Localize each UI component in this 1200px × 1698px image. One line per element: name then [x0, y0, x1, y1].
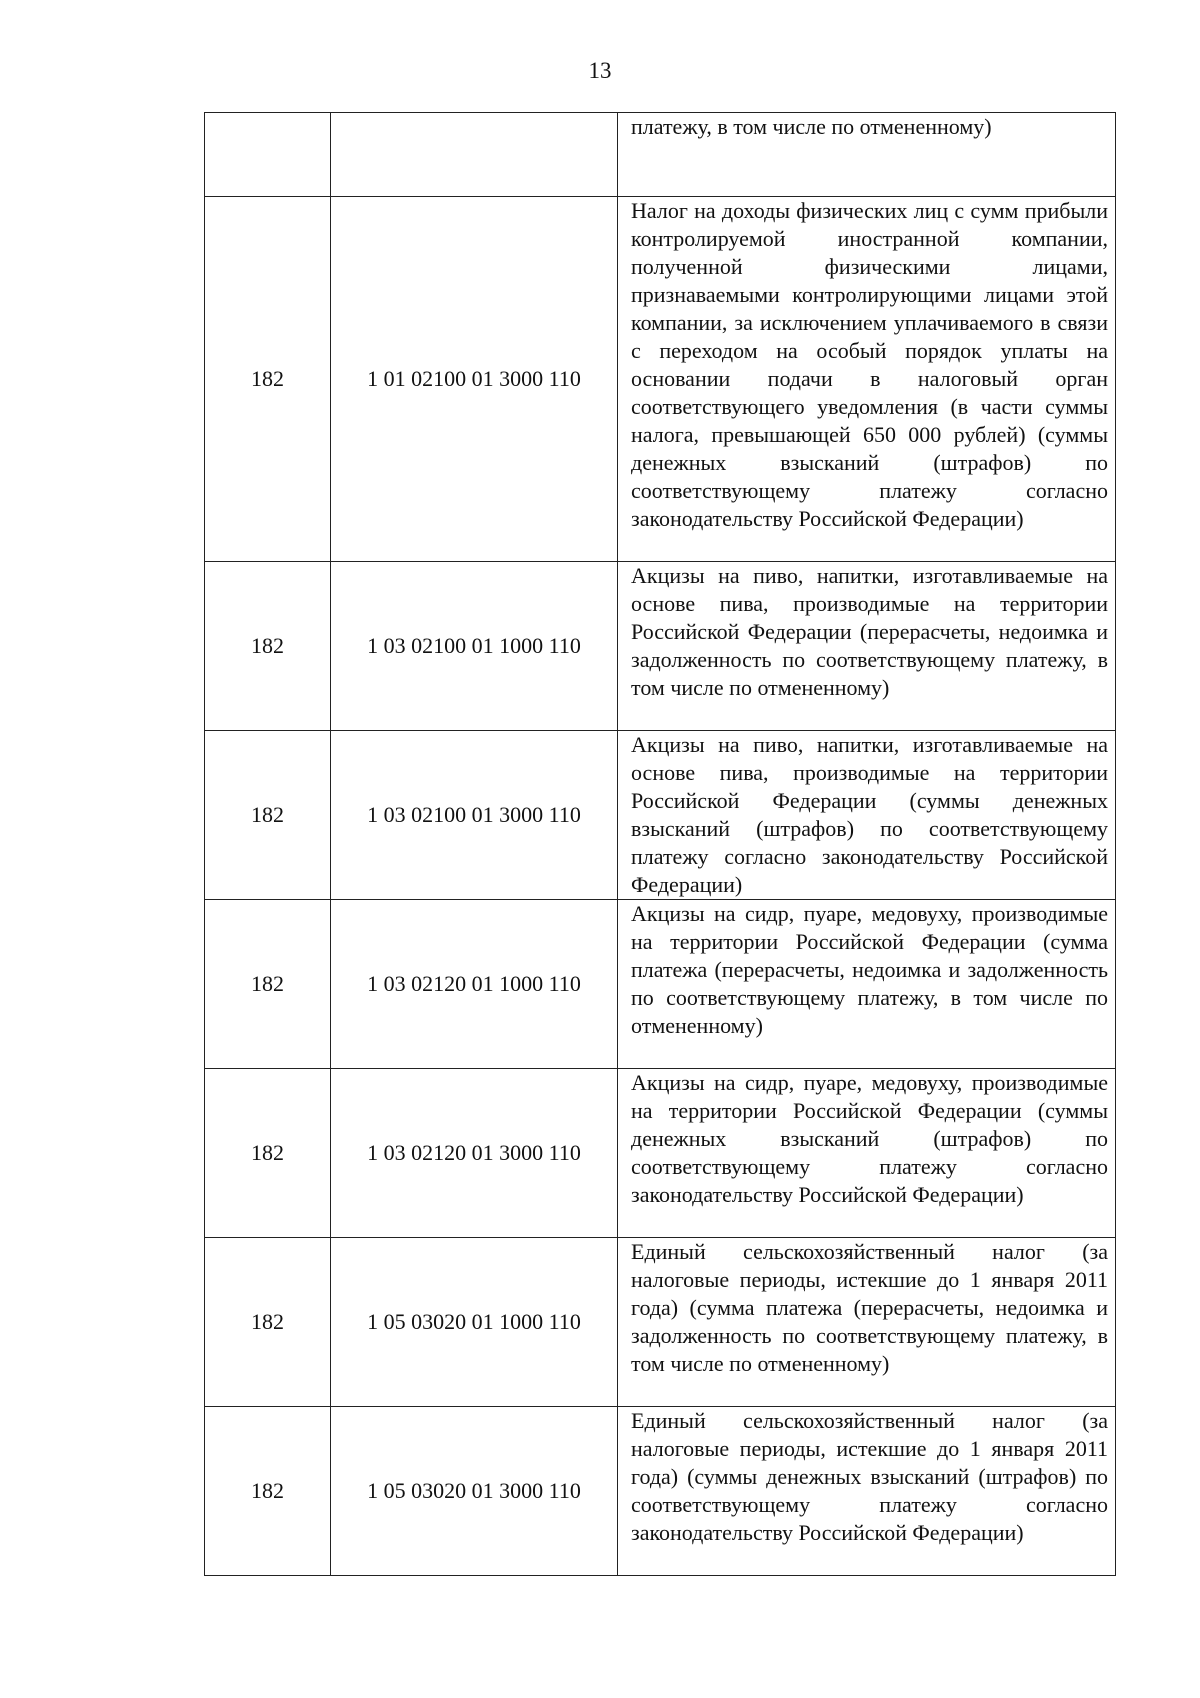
administrator-code-cell: 182	[205, 1238, 331, 1407]
table-row	[205, 197, 1116, 562]
description-cell: Единый сельскохозяйственный налог (за налоговые периоды, истекшие до 1 января 2011 года) (суммы денежных взысканий (штрафов) по соответствующему платежу согласно законодательству Российской Федерации)	[618, 1407, 1116, 1576]
budget-code-cell: 1 03 02100 01 3000 110	[331, 731, 618, 900]
table-row	[205, 113, 1116, 197]
budget-code-cell: 1 05 03020 01 1000 110	[331, 1238, 618, 1407]
description-cell: Акцизы на пиво, напитки, изготавливаемые на основе пива, производимые на территории Российской Федерации (суммы денежных взысканий (штрафов) по соответствующему платежу согласно законодательству Российской Федерации)	[618, 731, 1116, 900]
description-cell: Единый сельскохозяйственный налог (за налоговые периоды, истекшие до 1 января 2011 года) (сумма платежа (перерасчеты, недоимка и задолженность по соответствующему платежу, в том числе по отмененному)	[618, 1238, 1116, 1407]
table-row	[205, 1069, 1116, 1238]
table-row	[205, 1407, 1116, 1576]
budget-code-cell: 1 03 02100 01 1000 110	[331, 562, 618, 731]
administrator-code-cell: 182	[205, 900, 331, 1069]
table-row	[205, 562, 1116, 731]
page-number: 13	[588, 58, 612, 83]
administrator-code-cell: 182	[205, 731, 331, 900]
administrator-code-cell: 182	[205, 1069, 331, 1238]
budget-code-cell: 1 03 02120 01 3000 110	[331, 1069, 618, 1238]
budget-code-cell: 1 05 03020 01 3000 110	[331, 1407, 618, 1576]
description-cell: Акцизы на сидр, пуаре, медовуху, производимые на территории Российской Федерации (суммы денежных взысканий (штрафов) по соответствующему платежу согласно законодательству Российской Федерации)	[618, 1069, 1116, 1238]
description-cell: платежу, в том числе по отмененному)	[618, 113, 1116, 197]
table-row	[205, 1238, 1116, 1407]
administrator-code-cell: 182	[205, 562, 331, 731]
budget-classification-table	[204, 112, 1116, 1576]
budget-code-cell	[331, 113, 618, 197]
administrator-code-cell: 182	[205, 1407, 331, 1576]
administrator-code-cell	[205, 113, 331, 197]
budget-code-cell: 1 03 02120 01 1000 110	[331, 900, 618, 1069]
table-row	[205, 731, 1116, 900]
budget-code-cell: 1 01 02100 01 3000 110	[331, 197, 618, 562]
description-cell: Налог на доходы физических лиц с сумм прибыли контролируемой иностранной компании, полученной физическими лицами, признаваемыми контролирующими лицами этой компании, за исключением уплачиваемого в связи с переходом на особый порядок уплаты на основании подачи в налоговый орган соответствующего уведомления (в части суммы налога, превышающей 650 000 рублей) (суммы денежных взысканий (штрафов) по соответствующему платежу согласно законодательству Российской Федерации)	[618, 197, 1116, 562]
administrator-code-cell: 182	[205, 197, 331, 562]
table-row	[205, 900, 1116, 1069]
description-cell: Акцизы на сидр, пуаре, медовуху, производимые на территории Российской Федерации (сумма платежа (перерасчеты, недоимка и задолженность по соответствующему платежу, в том числе по отмененному)	[618, 900, 1116, 1069]
description-cell: Акцизы на пиво, напитки, изготавливаемые на основе пива, производимые на территории Российской Федерации (перерасчеты, недоимка и задолженность по соответствующему платежу, в том числе по отмененному)	[618, 562, 1116, 731]
